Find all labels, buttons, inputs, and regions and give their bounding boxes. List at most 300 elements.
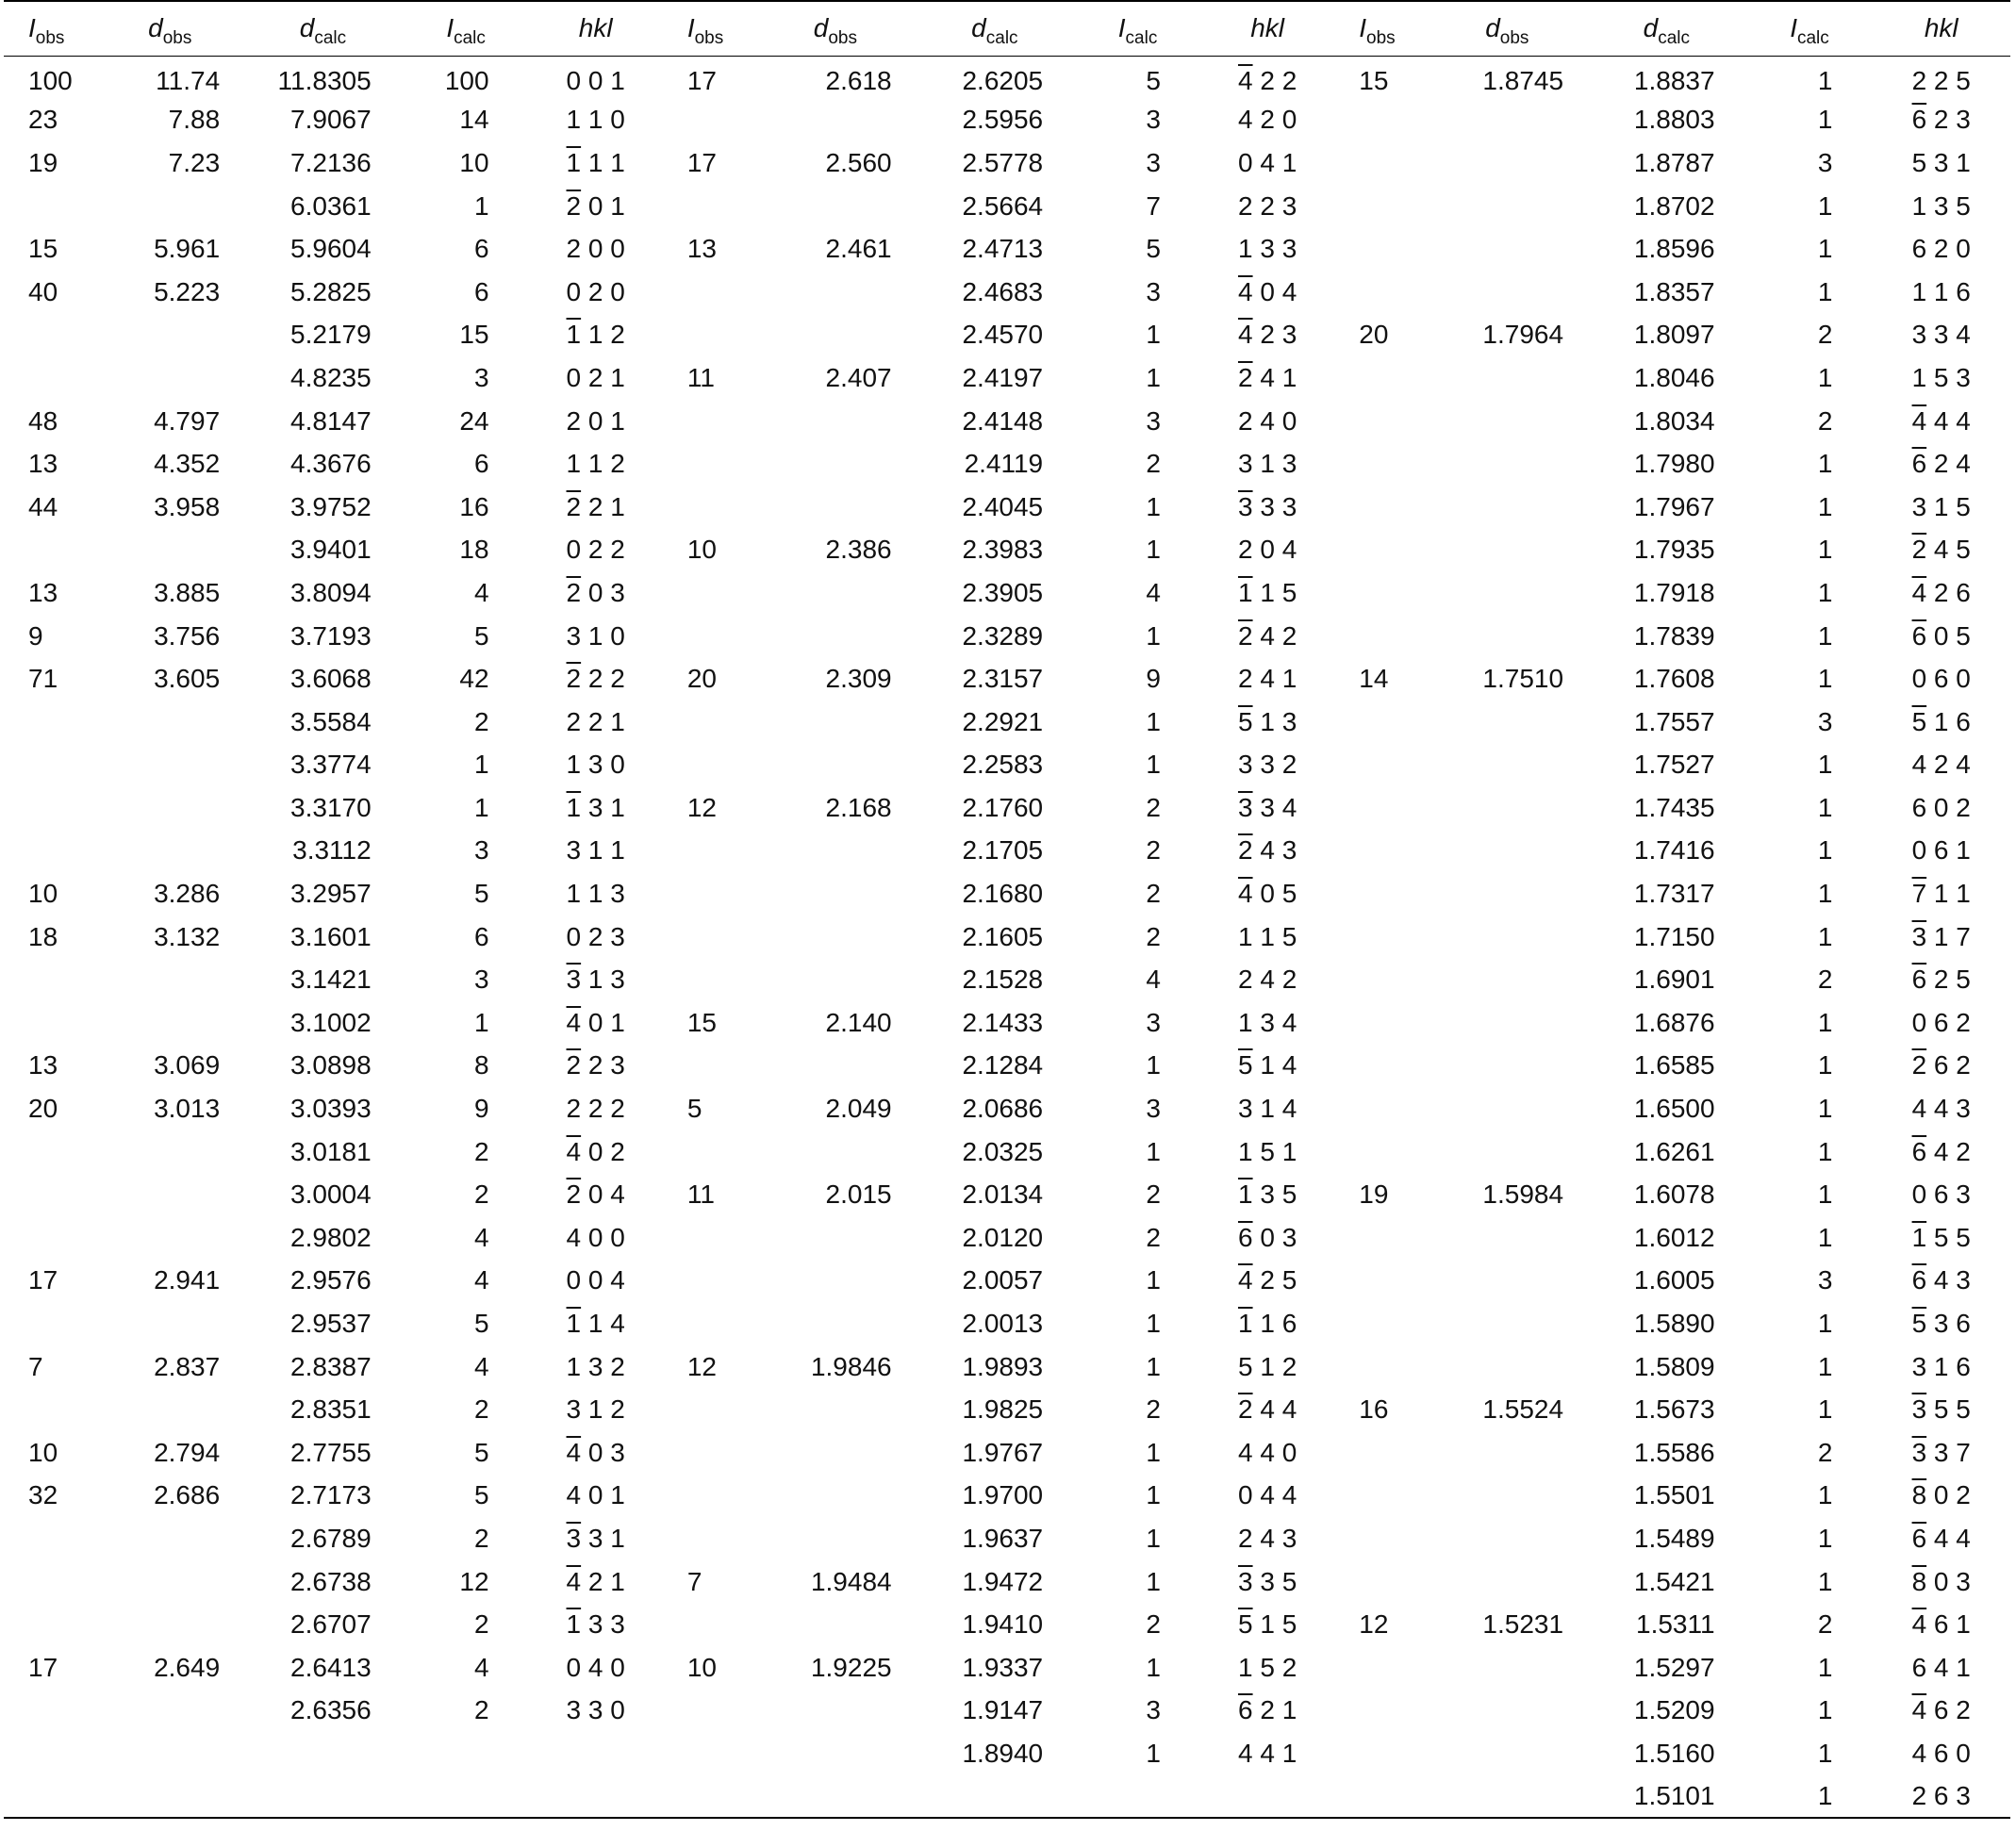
hkl-index: 4 — [1911, 750, 1927, 780]
cell-iobs: 71 — [28, 664, 58, 694]
cell-hkl — [529, 1087, 663, 1130]
hkl-index: 5 — [1956, 1394, 1971, 1425]
hkl-index: 2 — [587, 535, 603, 565]
cell-hkl — [1200, 958, 1334, 1001]
cell-hkl — [529, 271, 663, 314]
cell-iobs — [1334, 1690, 1428, 1733]
hkl-index: 0 — [566, 276, 582, 306]
hkl-index: 3 — [1956, 1566, 1971, 1596]
hkl-index: 6 — [1911, 620, 1927, 651]
cell-icalc: 2 — [1146, 835, 1161, 866]
cell-hkl — [529, 1345, 663, 1389]
cell-dobs: 2.837 — [154, 1351, 221, 1381]
cell-iobs — [4, 1173, 97, 1216]
cell-icalc: 5 — [473, 1480, 489, 1510]
cell-hkl — [1200, 56, 1334, 99]
cell-icalc: 2 — [1146, 1222, 1161, 1252]
cell-iobs — [663, 1260, 756, 1303]
cell-hkl — [1200, 227, 1334, 271]
hkl-index: 2 — [1281, 1652, 1297, 1682]
cell-dcalc: 1.5160 — [1633, 1738, 1715, 1768]
cell-icalc: 3 — [1146, 147, 1161, 177]
cell-icalc: 1 — [1146, 535, 1161, 565]
hkl-index: 5 — [1956, 965, 1971, 995]
header-symbol: d — [1643, 13, 1659, 43]
cell-dobs: 1.7510 — [1482, 664, 1564, 694]
hkl-index: 2 — [1933, 66, 1949, 96]
cell-dcalc: 2.2583 — [962, 750, 1044, 780]
cell-dobs — [1429, 916, 1586, 959]
cell-dobs — [97, 1173, 242, 1216]
cell-dcalc: 1.8596 — [1633, 234, 1715, 264]
hkl-index: 3 — [1260, 1566, 1275, 1596]
hkl-index: 0 — [566, 921, 582, 951]
hkl-index: 3 — [566, 1695, 582, 1725]
cell-hkl — [1872, 830, 2010, 873]
cell-dcalc: 1.8837 — [1633, 66, 1715, 96]
hkl-index: 2 — [610, 1394, 625, 1425]
cell-dcalc: 2.0134 — [962, 1179, 1044, 1210]
cell-hkl — [1872, 356, 2010, 400]
cell-hkl — [1200, 1560, 1334, 1604]
hkl-index: 5 — [1281, 1265, 1297, 1295]
cell-dobs — [756, 314, 914, 357]
cell-iobs — [663, 1130, 756, 1174]
cell-hkl — [1200, 1517, 1334, 1560]
cell-iobs — [663, 571, 756, 615]
header-subscript: obs — [162, 28, 192, 49]
hkl-index: 3 — [1911, 320, 1927, 350]
hkl-index: 6 — [1911, 792, 1927, 822]
hkl-index: 3 — [566, 965, 582, 995]
cell-iobs — [4, 1560, 97, 1604]
cell-dcalc: 4.3676 — [290, 449, 372, 479]
hkl-index: 1 — [566, 750, 582, 780]
cell-dobs — [756, 1775, 914, 1819]
cell-icalc: 1 — [1817, 276, 1833, 306]
cell-hkl — [529, 1560, 663, 1604]
cell-hkl — [1200, 701, 1334, 744]
cell-dcalc: 2.1528 — [962, 965, 1044, 995]
table-row — [4, 571, 2010, 615]
cell-iobs: 18 — [28, 921, 58, 951]
cell-icalc: 2 — [473, 1179, 489, 1210]
cell-icalc: 3 — [1146, 1695, 1161, 1725]
cell-iobs: 23 — [28, 105, 58, 135]
cell-dobs: 2.649 — [154, 1652, 221, 1682]
table-row — [4, 1260, 2010, 1303]
hkl-index: 1 — [587, 879, 603, 909]
table-row — [4, 1345, 2010, 1389]
cell-dobs — [97, 786, 242, 830]
cell-dcalc: 1.6500 — [1633, 1094, 1715, 1124]
hkl-index: 0 — [1911, 664, 1927, 694]
cell-dcalc: 11.8305 — [277, 66, 372, 96]
hkl-index: 6 — [1237, 1695, 1253, 1725]
cell-hkl — [529, 1045, 663, 1088]
cell-iobs: 17 — [686, 147, 717, 177]
cell-icalc: 1 — [1817, 535, 1833, 565]
cell-dobs — [1429, 141, 1586, 185]
hkl-index: 5 — [1933, 1222, 1949, 1252]
hkl-index: 5 — [1237, 1351, 1253, 1381]
cell-icalc: 12 — [459, 1566, 489, 1596]
hkl-index: 2 — [1281, 66, 1297, 96]
cell-dcalc: 2.9802 — [290, 1222, 372, 1252]
hkl-index: 4 — [566, 1566, 582, 1596]
cell-dobs: 1.9484 — [810, 1566, 892, 1596]
cell-hkl — [1200, 1732, 1334, 1775]
cell-hkl — [1872, 1345, 2010, 1389]
cell-dobs: 1.5524 — [1482, 1394, 1564, 1425]
hkl-index: 1 — [587, 1394, 603, 1425]
cell-hkl — [1872, 271, 2010, 314]
header-subscript: calc — [1796, 28, 1829, 49]
cell-iobs — [1334, 872, 1428, 916]
cell-iobs — [663, 830, 756, 873]
hkl-index: 3 — [1237, 750, 1253, 780]
cell-icalc — [404, 1732, 529, 1775]
hkl-index: 4 — [1933, 1136, 1949, 1166]
cell-hkl — [1872, 571, 2010, 615]
cell-hkl — [1200, 1475, 1334, 1518]
cell-dcalc: 7.2136 — [290, 147, 372, 177]
hkl-index: 2 — [610, 535, 625, 565]
cell-hkl — [529, 701, 663, 744]
hkl-index: 0 — [587, 1007, 603, 1037]
hkl-index: 4 — [1260, 405, 1275, 436]
cell-hkl — [529, 830, 663, 873]
hkl-index: 2 — [566, 405, 582, 436]
cell-hkl — [1872, 141, 2010, 185]
hkl-index: 3 — [1956, 105, 1971, 135]
cell-dobs: 3.958 — [154, 491, 221, 521]
hkl-index: 1 — [566, 879, 582, 909]
cell-dobs — [1429, 872, 1586, 916]
cell-dobs: 2.618 — [825, 66, 892, 96]
cell-dobs — [1429, 356, 1586, 400]
cell-iobs — [4, 786, 97, 830]
hkl-index: 0 — [610, 105, 625, 135]
hkl-index: 0 — [610, 1222, 625, 1252]
cell-icalc: 2 — [473, 1695, 489, 1725]
cell-icalc: 4 — [473, 1652, 489, 1682]
cell-dobs — [1429, 1732, 1586, 1775]
hkl-index: 5 — [1911, 147, 1927, 177]
hkl-index: 1 — [1260, 1094, 1275, 1124]
cell-dcalc — [242, 1775, 404, 1819]
cell-dobs — [97, 744, 242, 787]
cell-hkl — [1872, 529, 2010, 572]
cell-iobs — [4, 830, 97, 873]
cell-icalc: 2 — [1817, 1609, 1833, 1640]
cell-dcalc: 4.8147 — [290, 405, 372, 436]
cell-hkl — [529, 141, 663, 185]
cell-dobs — [97, 1388, 242, 1431]
cell-dcalc: 1.6005 — [1633, 1265, 1715, 1295]
hkl-index: 6 — [1911, 1523, 1927, 1553]
hkl-index: 1 — [587, 449, 603, 479]
cell-icalc: 1 — [1817, 664, 1833, 694]
hkl-index: 1 — [566, 147, 582, 177]
hkl-index: 3 — [1260, 234, 1275, 264]
hkl-index: 0 — [587, 1179, 603, 1210]
cell-icalc: 42 — [459, 664, 489, 694]
cell-iobs — [4, 744, 97, 787]
table-row — [4, 1431, 2010, 1475]
table-row — [4, 1732, 2010, 1775]
hkl-index: 2 — [566, 190, 582, 221]
hkl-index: 2 — [610, 320, 625, 350]
hkl-index: 4 — [1911, 1695, 1927, 1725]
cell-icalc: 2 — [1146, 1179, 1161, 1210]
cell-dcalc: 1.6012 — [1633, 1222, 1715, 1252]
cell-icalc: 1 — [473, 190, 489, 221]
cell-dcalc: 5.2179 — [290, 320, 372, 350]
hkl-index: 1 — [587, 105, 603, 135]
cell-dobs — [756, 185, 914, 228]
hkl-index: 3 — [1911, 1394, 1927, 1425]
cell-hkl — [529, 356, 663, 400]
hkl-index: 6 — [1281, 1309, 1297, 1339]
hkl-index: 3 — [610, 577, 625, 607]
hkl-index: 3 — [610, 1609, 625, 1640]
table-row — [4, 486, 2010, 529]
cell-dobs — [1429, 1646, 1586, 1690]
cell-icalc: 1 — [1146, 1652, 1161, 1682]
cell-icalc: 4 — [1146, 577, 1161, 607]
cell-iobs — [663, 1216, 756, 1260]
header-subscript: obs — [1366, 28, 1396, 49]
cell-dobs — [1429, 615, 1586, 658]
hkl-index: 4 — [1260, 1480, 1275, 1510]
header-symbol: I — [1117, 13, 1126, 43]
cell-iobs — [4, 314, 97, 357]
cell-hkl — [529, 571, 663, 615]
cell-icalc: 1 — [1817, 1007, 1833, 1037]
cell-hkl — [1200, 99, 1334, 142]
hkl-index: 3 — [1281, 1222, 1297, 1252]
cell-dobs — [756, 615, 914, 658]
hkl-index: 4 — [1260, 1394, 1275, 1425]
table-row — [4, 1087, 2010, 1130]
hkl-index: 3 — [587, 792, 603, 822]
cell-hkl — [1872, 615, 2010, 658]
cell-dcalc: 3.3774 — [290, 750, 372, 780]
table-row — [4, 356, 2010, 400]
cell-icalc: 1 — [1146, 1136, 1161, 1166]
hkl-index: 4 — [1260, 620, 1275, 651]
cell-dobs — [1429, 400, 1586, 443]
cell-hkl — [1872, 442, 2010, 486]
cell-dobs — [1429, 571, 1586, 615]
hkl-index: 1 — [1260, 1609, 1275, 1640]
hkl-index: 3 — [1911, 1351, 1927, 1381]
hkl-index: 1 — [1260, 1309, 1275, 1339]
cell-hkl — [1200, 442, 1334, 486]
cell-dcalc: 1.8034 — [1633, 405, 1715, 436]
hkl-index: 3 — [1281, 234, 1297, 264]
hkl-index: 0 — [1956, 664, 1971, 694]
table-row — [4, 786, 2010, 830]
cell-dcalc: 2.1705 — [962, 835, 1044, 866]
cell-hkl — [529, 657, 663, 701]
cell-dobs — [97, 830, 242, 873]
hkl-index: 3 — [1260, 750, 1275, 780]
header-subscript: obs — [1499, 28, 1529, 49]
cell-dcalc: 1.7416 — [1633, 835, 1715, 866]
cell-dobs: 2.941 — [154, 1265, 221, 1295]
hkl-index: 2 — [566, 1050, 582, 1080]
cell-dobs: 2.049 — [825, 1094, 892, 1124]
header-row — [4, 1, 2010, 56]
cell-hkl — [1200, 1690, 1334, 1733]
cell-dcalc: 2.6205 — [962, 66, 1044, 96]
hkl-index: 2 — [587, 491, 603, 521]
cell-dcalc: 1.5101 — [1633, 1781, 1715, 1811]
cell-hkl — [1200, 1001, 1334, 1045]
cell-iobs — [1334, 916, 1428, 959]
cell-icalc: 10 — [459, 147, 489, 177]
hkl-index: 1 — [610, 190, 625, 221]
hkl-index: 1 — [610, 147, 625, 177]
hkl-index: 4 — [566, 1136, 582, 1166]
cell-hkl — [529, 916, 663, 959]
cell-dobs: 3.885 — [154, 577, 221, 607]
cell-hkl — [529, 227, 663, 271]
cell-iobs — [1334, 1560, 1428, 1604]
hkl-index: 6 — [1237, 1222, 1253, 1252]
cell-dobs — [1429, 1045, 1586, 1088]
cell-hkl — [1200, 314, 1334, 357]
hkl-index: 4 — [1911, 1094, 1927, 1124]
hkl-index: 1 — [1911, 1222, 1927, 1252]
hkl-index: 4 — [610, 1265, 625, 1295]
cell-dcalc: 1.9767 — [962, 1437, 1044, 1467]
header-subscript: calc — [454, 28, 486, 49]
hkl-index: 2 — [1237, 362, 1253, 392]
hkl-index: 0 — [587, 1437, 603, 1467]
cell-dobs — [1429, 1001, 1586, 1045]
hkl-index: 3 — [1956, 1094, 1971, 1124]
hkl-index: 3 — [1260, 1179, 1275, 1210]
cell-dcalc: 3.0898 — [290, 1050, 372, 1080]
cell-iobs — [4, 701, 97, 744]
hkl-index: 2 — [1237, 1394, 1253, 1425]
cell-hkl — [1872, 1173, 2010, 1216]
cell-icalc: 1 — [1817, 1351, 1833, 1381]
cell-icalc: 1 — [1817, 491, 1833, 521]
cell-iobs — [1334, 271, 1428, 314]
cell-iobs — [4, 1216, 97, 1260]
cell-dobs — [1429, 958, 1586, 1001]
cell-icalc: 1 — [1817, 792, 1833, 822]
hkl-index: 1 — [1281, 147, 1297, 177]
cell-iobs — [1334, 1087, 1428, 1130]
hkl-index: 1 — [1260, 1351, 1275, 1381]
table-row — [4, 99, 2010, 142]
hkl-index: 6 — [1933, 835, 1949, 866]
hkl-index: 2 — [1281, 965, 1297, 995]
cell-hkl — [1200, 1431, 1334, 1475]
hkl-index: 6 — [1911, 1265, 1927, 1295]
cell-dobs — [756, 1431, 914, 1475]
cell-dcalc: 2.0057 — [962, 1265, 1044, 1295]
hkl-index: 2 — [1911, 535, 1927, 565]
cell-iobs: 15 — [686, 1007, 717, 1037]
hkl-index: 1 — [566, 320, 582, 350]
hkl-index: 2 — [1933, 577, 1949, 607]
cell-iobs — [1334, 830, 1428, 873]
header-dcalc-1 — [242, 1, 404, 56]
cell-icalc: 8 — [473, 1050, 489, 1080]
cell-dobs — [756, 1216, 914, 1260]
cell-dcalc: 2.3905 — [962, 577, 1044, 607]
header-symbol: d — [971, 13, 986, 43]
header-subscript: obs — [35, 28, 65, 49]
hkl-index: 5 — [1281, 921, 1297, 951]
cell-icalc: 5 — [473, 1437, 489, 1467]
hkl-index: 1 — [1911, 362, 1927, 392]
hkl-index: 2 — [566, 577, 582, 607]
cell-dcalc: 2.1284 — [962, 1050, 1044, 1080]
header-iobs-3 — [1334, 1, 1428, 56]
cell-dobs — [756, 400, 914, 443]
hkl-index: 1 — [1237, 1309, 1253, 1339]
hkl-index: 6 — [1956, 1309, 1971, 1339]
hkl-index: 1 — [587, 965, 603, 995]
table-row — [4, 830, 2010, 873]
cell-dcalc: 1.9472 — [962, 1566, 1044, 1596]
cell-icalc: 3 — [1817, 706, 1833, 736]
hkl-index: 0 — [1911, 1007, 1927, 1037]
hkl-index: 2 — [1956, 1480, 1971, 1510]
cell-icalc: 1 — [1146, 1050, 1161, 1080]
cell-icalc: 1 — [1817, 1309, 1833, 1339]
hkl-index: 4 — [1281, 792, 1297, 822]
cell-icalc: 1 — [473, 750, 489, 780]
cell-dobs — [1429, 1431, 1586, 1475]
hkl-index: 1 — [1933, 921, 1949, 951]
hkl-index: 4 — [1956, 750, 1971, 780]
cell-hkl — [1872, 486, 2010, 529]
cell-icalc: 2 — [473, 706, 489, 736]
hkl-index: 1 — [610, 706, 625, 736]
cell-hkl — [1872, 1603, 2010, 1646]
hkl-index: 1 — [1911, 276, 1927, 306]
hkl-index: 2 — [1260, 320, 1275, 350]
hkl-index: 0 — [1237, 1480, 1253, 1510]
cell-dobs — [1429, 1216, 1586, 1260]
hkl-index: 5 — [1281, 1179, 1297, 1210]
hkl-index: 4 — [1237, 879, 1253, 909]
header-iobs-2 — [663, 1, 756, 56]
cell-dobs — [756, 1732, 914, 1775]
cell-dobs: 4.352 — [154, 449, 221, 479]
cell-dobs — [756, 99, 914, 142]
cell-dcalc: 2.4713 — [962, 234, 1044, 264]
hkl-index: 6 — [1911, 965, 1927, 995]
cell-dcalc: 2.1760 — [962, 792, 1044, 822]
cell-icalc: 1 — [1817, 1222, 1833, 1252]
cell-dcalc: 1.7918 — [1633, 577, 1715, 607]
hkl-index: 3 — [1260, 491, 1275, 521]
cell-iobs — [4, 1517, 97, 1560]
cell-dcalc: 1.5489 — [1633, 1523, 1715, 1553]
hkl-index: 1 — [1281, 664, 1297, 694]
cell-dobs: 3.605 — [154, 664, 221, 694]
cell-iobs — [663, 271, 756, 314]
